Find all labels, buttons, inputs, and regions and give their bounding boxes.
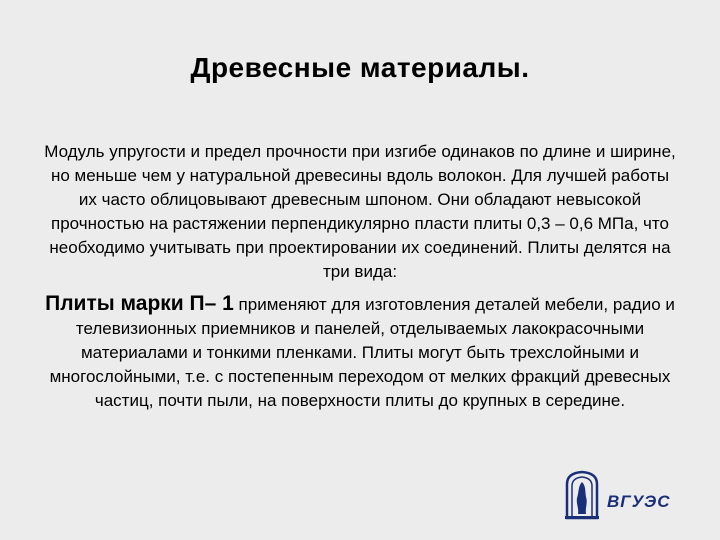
slide-title: Древесные материалы. xyxy=(190,52,530,83)
university-emblem-icon xyxy=(563,470,601,520)
paragraph-1: Модуль упругости и предел прочности при изгибе одинаков по длине и ширине, но меньше чем у натуральной древесины вдоль волокон. Для лучшей работы их часто облицовывают древесным шпоном. Они обладают невысокой прочностью на растяжении перпендикулярно пласти плиты 0,3 – 0,6 МПа, что необходимо учитывать при проектировании их соединений. Плиты делятся на три вида: xyxy=(44,142,676,281)
paragraph-2-lead: Плиты марки П– 1 xyxy=(45,292,234,315)
slide-body xyxy=(40,140,680,413)
logo-text: ВГУЭС xyxy=(607,492,671,511)
university-logo xyxy=(563,470,683,520)
paragraph-2-text: применяют для изготовления деталей мебели, радио и телевизионных приемников и панелей, отделываемых лакокрасочными материалами и тонкими пленками. Плиты могут быть трехслойными и многослойными, т.е. с постепенным переходом от мелких фракций древесных частиц, почти пыли, на поверхности плиты до крупных в середине. xyxy=(49,295,675,410)
paragraph-2 xyxy=(40,292,680,413)
